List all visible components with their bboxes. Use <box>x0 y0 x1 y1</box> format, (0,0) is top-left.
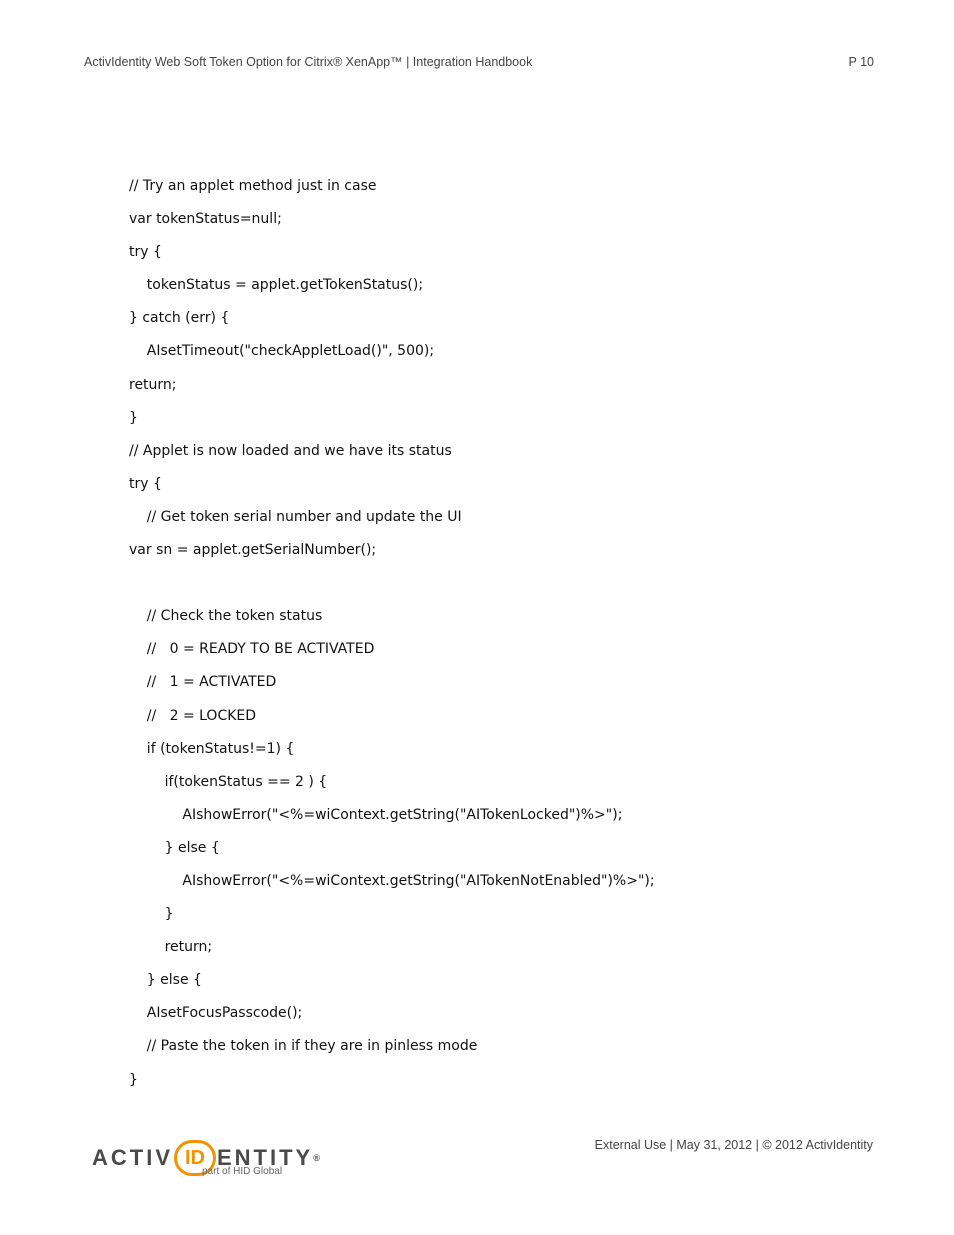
code-line: } <box>129 906 174 923</box>
code-line: // Paste the token in if they are in pinless mode <box>129 1038 478 1055</box>
code-block <box>129 170 829 1097</box>
code-line: AIsetFocusPasscode(); <box>129 1005 303 1022</box>
code-line: } <box>129 1071 138 1088</box>
code-line: if (tokenStatus!=1) { <box>129 740 295 757</box>
code-line <box>129 567 829 600</box>
code-line: AIshowError("<%=wiContext.getString("AITokenNotEnabled")%>"); <box>129 872 655 889</box>
code-line: // Get token serial number and update the UI <box>129 508 462 525</box>
logo-part-entity: ENTITY <box>217 1145 314 1170</box>
code-line: } <box>129 409 138 426</box>
code-line: if(tokenStatus == 2 ) { <box>129 773 328 790</box>
code-line: // 2 = LOCKED <box>129 707 257 724</box>
code-line: AIsetTimeout("checkAppletLoad()", 500); <box>129 343 435 360</box>
code-line: // 0 = READY TO BE ACTIVATED <box>129 641 375 658</box>
code-line: AIshowError("<%=wiContext.getString("AITokenLocked")%>"); <box>129 806 623 823</box>
code-line: // 1 = ACTIVATED <box>129 674 277 691</box>
code-line: } else { <box>129 839 220 856</box>
code-line: var tokenStatus=null; <box>129 211 282 228</box>
code-line: return; <box>129 939 213 956</box>
page-header <box>84 55 874 69</box>
logo-part-activ: ACTIV <box>92 1145 173 1170</box>
code-line: try { <box>129 244 162 261</box>
code-line: } else { <box>129 972 202 989</box>
page-footer <box>595 1138 873 1152</box>
registered-mark: ® <box>313 1153 320 1163</box>
code-line: // Applet is now loaded and we have its status <box>129 442 452 459</box>
code-line: // Check the token status <box>129 608 323 625</box>
code-line: try { <box>129 475 162 492</box>
actividentity-logo <box>92 1130 320 1182</box>
logo-tagline: part of HID Global <box>202 1166 283 1177</box>
document-title: ActivIdentity Web Soft Token Option for Citrix® XenApp™ | Integration Handbook <box>84 55 533 69</box>
code-line: var sn = applet.getSerialNumber(); <box>129 542 377 559</box>
footer-text: External Use | May 31, 2012 | © 2012 ActivIdentity <box>594 1138 873 1152</box>
code-line: } catch (err) { <box>129 310 230 327</box>
code-line: // Try an applet method just in case <box>129 178 377 194</box>
page-number: P 10 <box>848 55 874 69</box>
code-line: return; <box>129 376 177 393</box>
code-line: tokenStatus = applet.getTokenStatus(); <box>129 277 424 294</box>
logo-id-mark: ID <box>174 1140 216 1176</box>
